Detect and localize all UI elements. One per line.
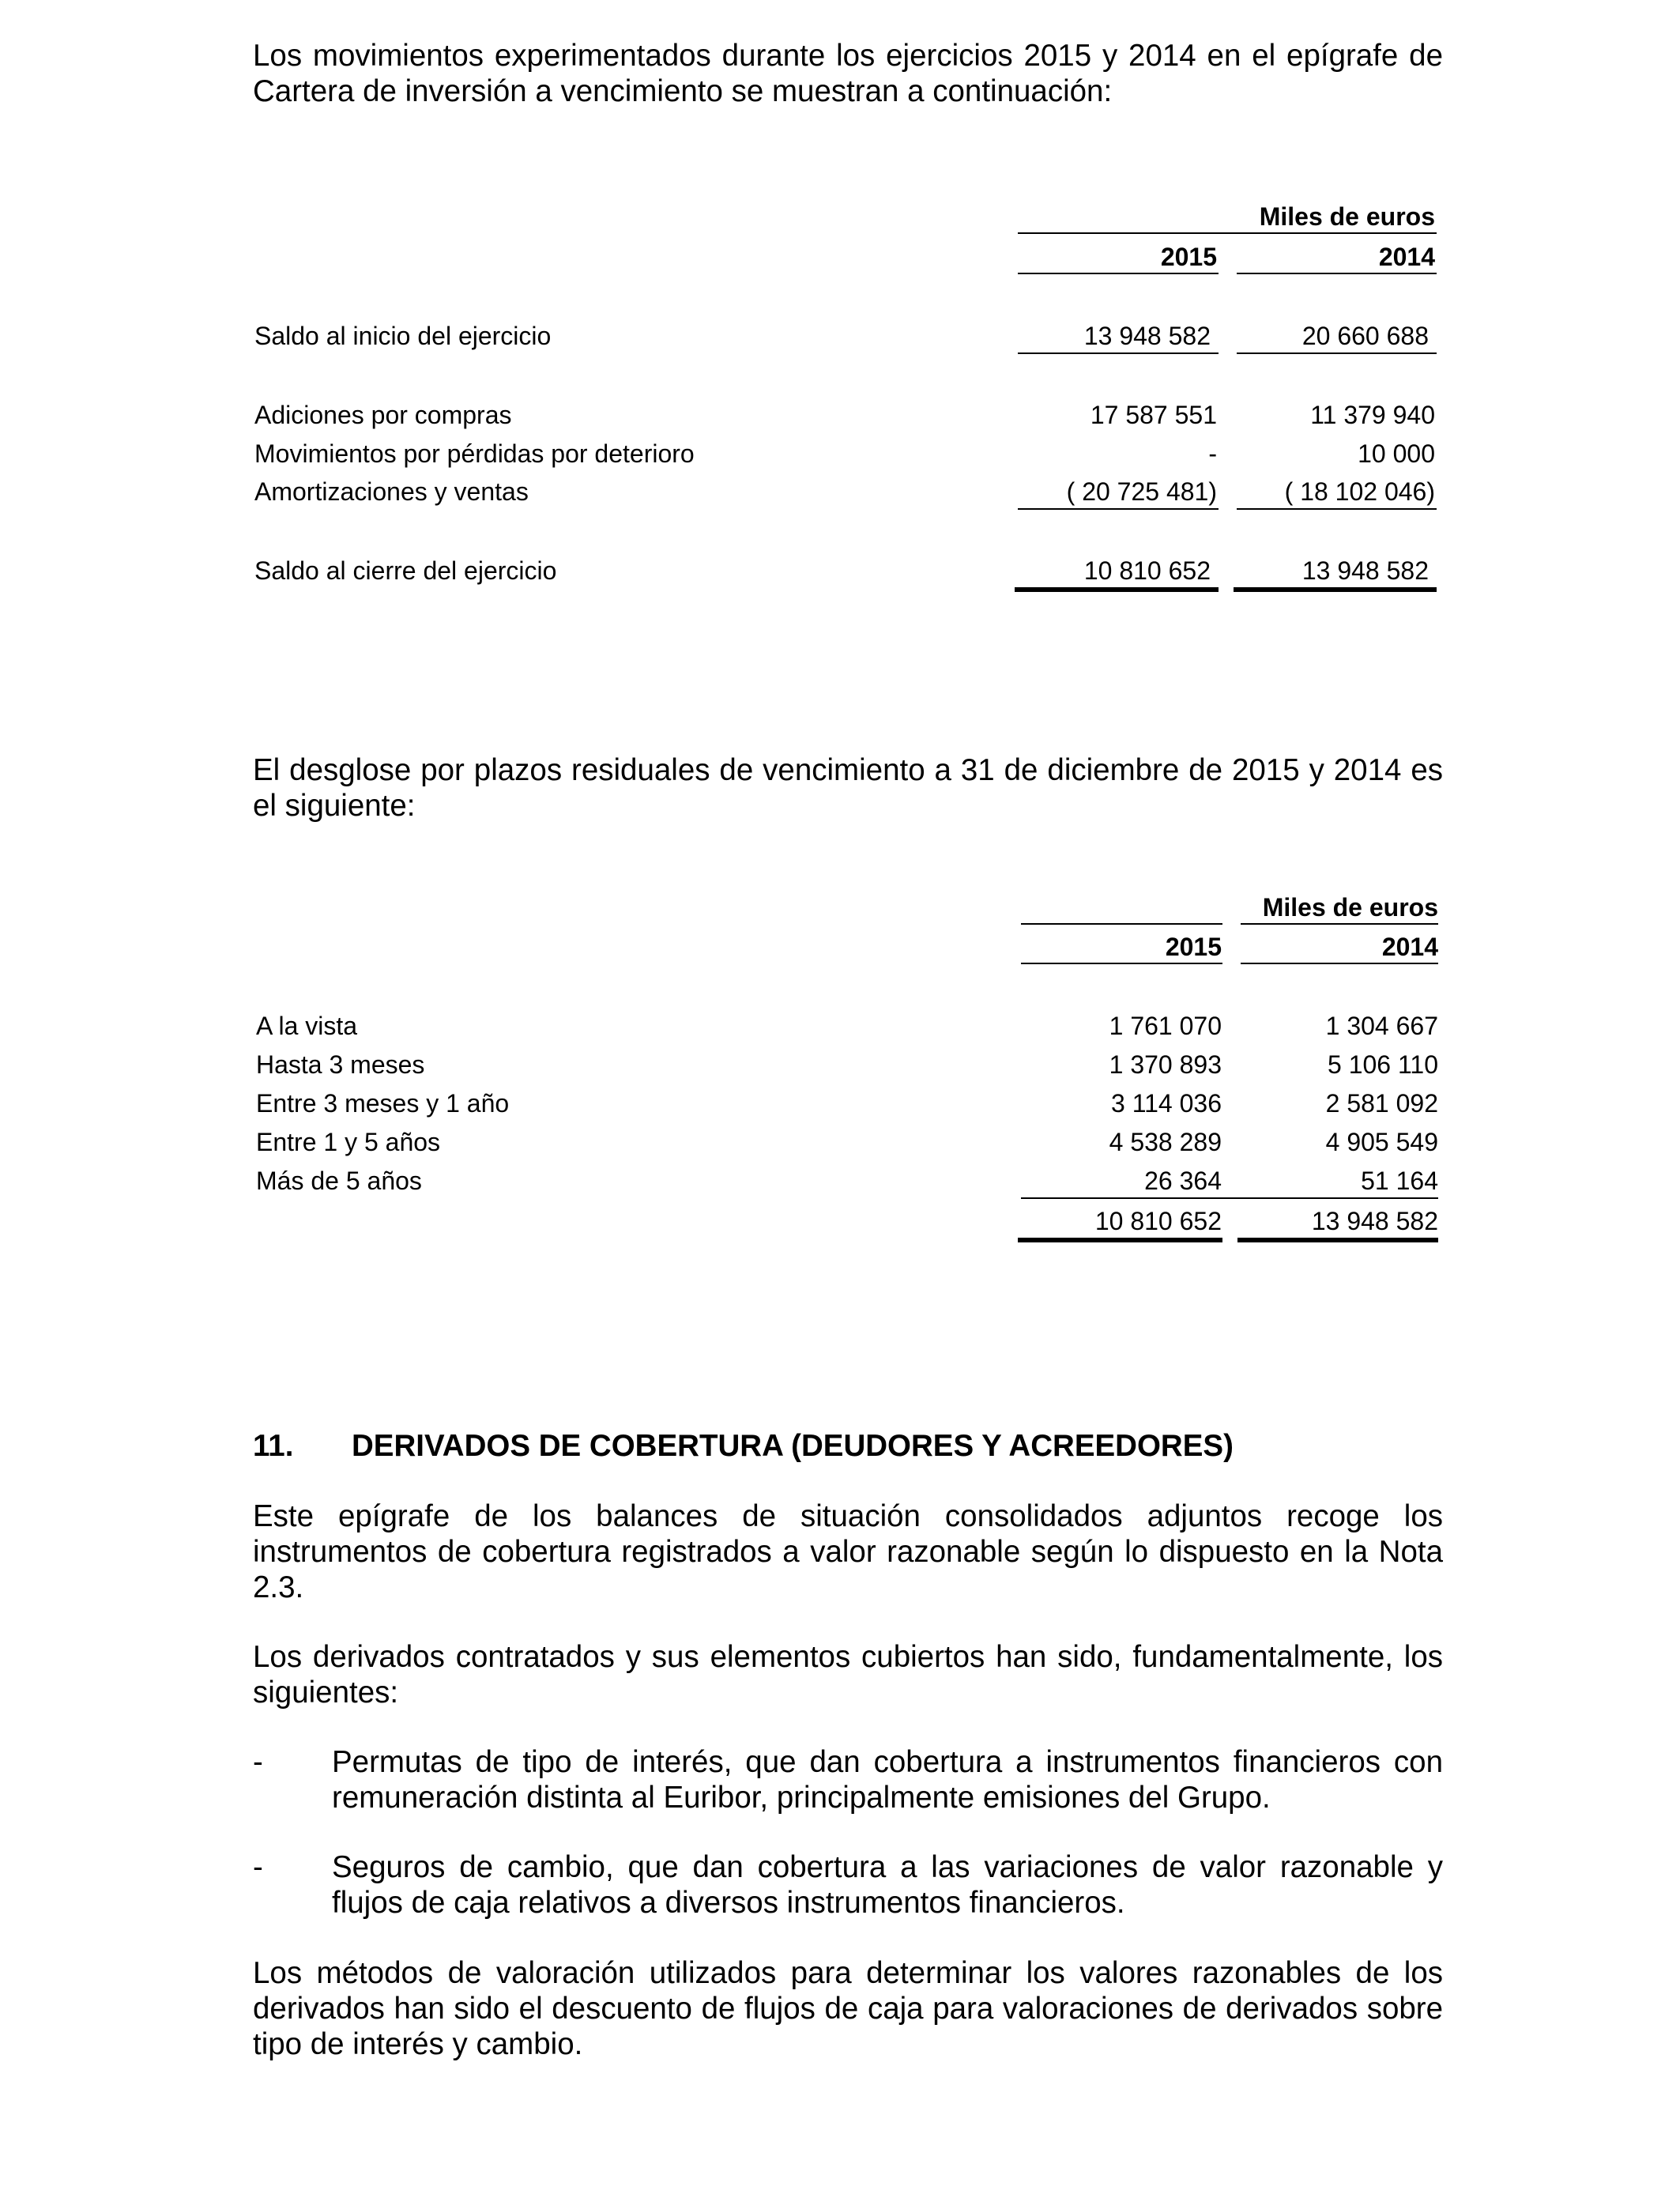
- table-cell-2014: 10 000: [1358, 439, 1435, 468]
- section-paragraph-1: Este epígrafe de los balances de situación consolidados adjuntos recoge los instrumentos de cobertura registrados a valor razonable según lo dispuesto en la Nota 2.3.: [253, 1499, 1443, 1604]
- table-cell-2014: 5 106 110: [1328, 1050, 1438, 1079]
- table-cell-2015: 17 587 551: [1090, 401, 1217, 429]
- subtotal-rule-2015: [1018, 508, 1219, 510]
- table-cell-2015: 13 948 582: [1083, 322, 1211, 350]
- section-number: 11.: [253, 1429, 294, 1463]
- intro-paragraph-2: El desglose por plazos residuales de vencimiento a 31 de diciembre de 2015 y 2014 es el siguiente:: [253, 753, 1443, 823]
- section-title: DERIVADOS DE COBERTURA (DEUDORES Y ACREEDORES): [352, 1429, 1234, 1463]
- subtotal-rule-2015: [1018, 352, 1219, 354]
- year-rule-2015: [1018, 273, 1219, 274]
- table-cell-2014: 13 948 582: [1301, 556, 1429, 585]
- bullet-item-2: Seguros de cambio, que dan cobertura a las variaciones de valor razonable y flujos de caja relativos a diversos instrumentos financieros.: [332, 1850, 1443, 1920]
- unit-header: Miles de euros: [1259, 202, 1435, 231]
- table-cell-2014: 11 379 940: [1310, 401, 1435, 429]
- subtotal-rule: [1021, 1197, 1438, 1199]
- table-row-label: A la vista: [256, 1012, 358, 1040]
- table-cell-2015: 10 810 652: [1083, 556, 1211, 585]
- table-row-label: Saldo al cierre del ejercicio: [254, 556, 557, 585]
- total-rule-2014: [1234, 587, 1437, 592]
- table-cell-2014: ( 18 102 046): [1284, 477, 1435, 506]
- table-row-label: Entre 1 y 5 años: [256, 1128, 441, 1156]
- table-cell-2015: 4 538 289: [1109, 1128, 1222, 1156]
- header-rule: [1018, 232, 1437, 234]
- table-cell-2014: 2 581 092: [1325, 1089, 1438, 1118]
- subtotal-rule-2014: [1237, 352, 1437, 354]
- section-paragraph-2: Los derivados contratados y sus elementos cubiertos han sido, fundamentalmente, los siguientes:: [253, 1640, 1443, 1710]
- table-row-label: Hasta 3 meses: [256, 1050, 425, 1079]
- table-cell-2014: 20 660 688: [1301, 322, 1429, 350]
- table-cell-2015: 1 370 893: [1109, 1050, 1222, 1079]
- table-row-label: Amortizaciones y ventas: [254, 477, 529, 506]
- year-header-2015: 2015: [1165, 933, 1222, 961]
- intro-paragraph-1: Los movimientos experimentados durante los ejercicios 2015 y 2014 en el epígrafe de Cartera de inversión a vencimiento se muestran a continuación:: [253, 39, 1443, 108]
- table-cell-2015: 3 114 036: [1111, 1089, 1222, 1118]
- table-row-label: Más de 5 años: [256, 1167, 422, 1195]
- table-cell-2014: 4 905 549: [1325, 1128, 1438, 1156]
- table-row-label: Adiciones por compras: [254, 401, 512, 429]
- year-rule-2014: [1237, 273, 1437, 274]
- section-paragraph-3: Los métodos de valoración utilizados para determinar los valores razonables de los derivados han sido el descuento de flujos de caja para valoraciones de derivados sobre tipo de interés y cambio.: [253, 1956, 1443, 2061]
- bullet-item-1: Permutas de tipo de interés, que dan cobertura a instrumentos financieros con remuneración distinta al Euribor, principalmente emisiones del Grupo.: [332, 1745, 1443, 1815]
- table-cell-2015: 26 364: [1144, 1167, 1222, 1195]
- total-rule-2015: [1018, 1238, 1222, 1242]
- table-cell-2015: ( 20 725 481): [1066, 477, 1217, 506]
- table-row-label: Entre 3 meses y 1 año: [256, 1089, 510, 1118]
- table-row-label: Movimientos por pérdidas por deterioro: [254, 439, 695, 468]
- total-cell-2014: 13 948 582: [1311, 1207, 1438, 1235]
- year-header-2014: 2014: [1378, 243, 1435, 271]
- bullet-dash: -: [253, 1745, 263, 1779]
- table-cell-2014: 51 164: [1361, 1167, 1438, 1195]
- table-cell-2014: 1 304 667: [1325, 1012, 1438, 1040]
- header-rule-right: [1241, 923, 1438, 925]
- year-header-2015: 2015: [1160, 243, 1217, 271]
- year-rule-2014: [1241, 963, 1438, 964]
- table-cell-2015: 1 761 070: [1109, 1012, 1222, 1040]
- header-rule-left: [1021, 923, 1222, 925]
- total-cell-2015: 10 810 652: [1094, 1207, 1222, 1235]
- unit-header: Miles de euros: [1262, 893, 1438, 922]
- total-rule-2015: [1015, 587, 1219, 592]
- year-rule-2015: [1021, 963, 1222, 964]
- subtotal-rule-2014: [1237, 508, 1437, 510]
- year-header-2014: 2014: [1381, 933, 1438, 961]
- table-row-label: Saldo al inicio del ejercicio: [254, 322, 552, 350]
- total-rule-2014: [1237, 1238, 1438, 1242]
- table-cell-2015: -: [1208, 439, 1217, 468]
- bullet-dash: -: [253, 1850, 263, 1884]
